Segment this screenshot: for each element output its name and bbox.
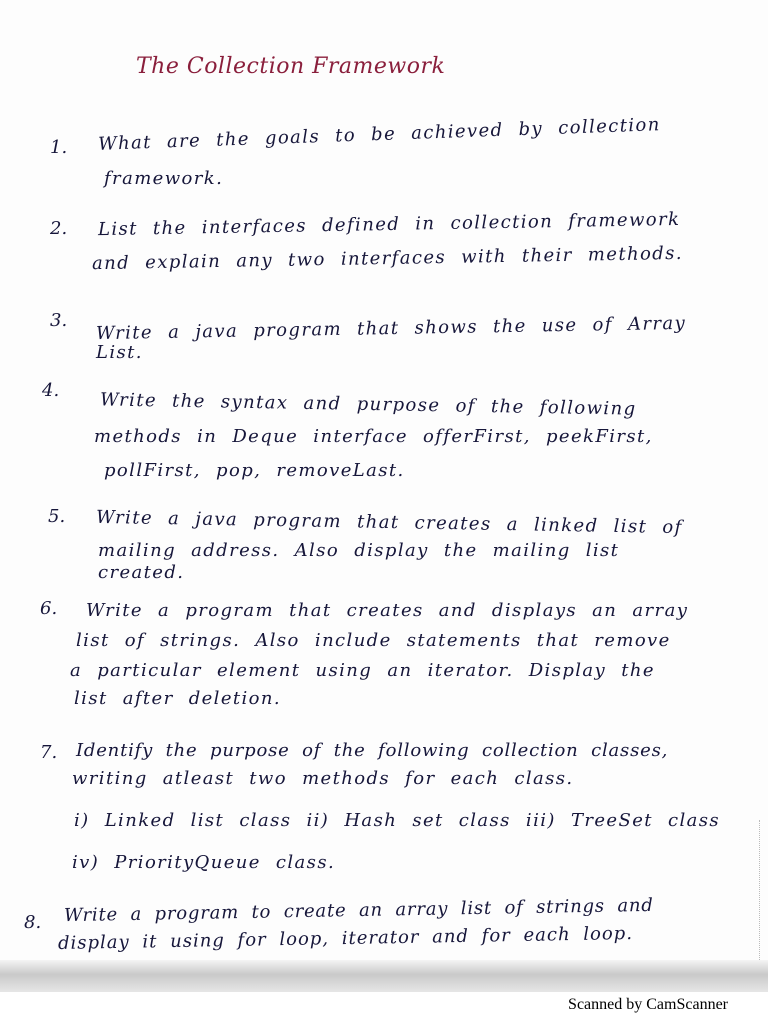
question-text-line: display it using for loop, iterator and for each loop. (57, 922, 634, 955)
question-text-line: methods in Deque interface offerFirst, peekFirst, (94, 426, 653, 447)
question-number: 1. (50, 137, 68, 158)
question-text-line: Write the syntax and purpose of the following (99, 389, 637, 420)
page-title: The Collection Framework (136, 54, 446, 79)
question-text-line: and explain any two interfaces with their methods. (91, 242, 684, 275)
question-text-line: list after deletion. (74, 688, 282, 709)
question-number: 2. (50, 218, 68, 239)
question-text-line: a particular element using an iterator. Display the (70, 660, 655, 681)
question-text-line: mailing address. Also display the mailing list (98, 540, 620, 561)
question-text-line: Write a java program that creates a linked list of (95, 506, 683, 539)
question-text-line: Write a program that creates and displays an array (86, 600, 689, 621)
question-number: 4. (42, 380, 60, 401)
question-number: 8. (24, 912, 42, 933)
question-text-line: Identify the purpose of the following collection classes, (76, 740, 669, 761)
question-text-line: Write a program to create an array list of strings and (63, 894, 654, 927)
question-text-line: List the interfaces defined in collection framework (97, 208, 681, 241)
question-text-line: pollFirst, pop, removeLast. (104, 460, 405, 481)
question-text-line: What are the goals to be achieved by collection (97, 114, 662, 155)
scanner-watermark: Scanned by CamScanner (568, 996, 728, 1013)
question-number: 6. (40, 598, 58, 619)
page-bottom-shadow (0, 960, 768, 992)
question-text-line: writing atleast two methods for each class. (72, 768, 574, 789)
question-text-line: framework. (104, 168, 224, 189)
question-text-line: created. (98, 562, 185, 583)
question-text-line: list of strings. Also include statements that remove (76, 630, 671, 651)
question-text-line: Write a java program that shows the use of Array (95, 312, 687, 345)
question-text-line: List. (96, 342, 143, 363)
question-text-line: i) Linked list class ii) Hash set class iii) TreeSet class (74, 810, 721, 831)
page-edge-marks (755, 820, 760, 960)
question-text-line: iv) PriorityQueue class. (72, 852, 336, 873)
question-number: 3. (50, 310, 68, 331)
question-number: 7. (40, 742, 58, 763)
question-number: 5. (48, 506, 66, 527)
